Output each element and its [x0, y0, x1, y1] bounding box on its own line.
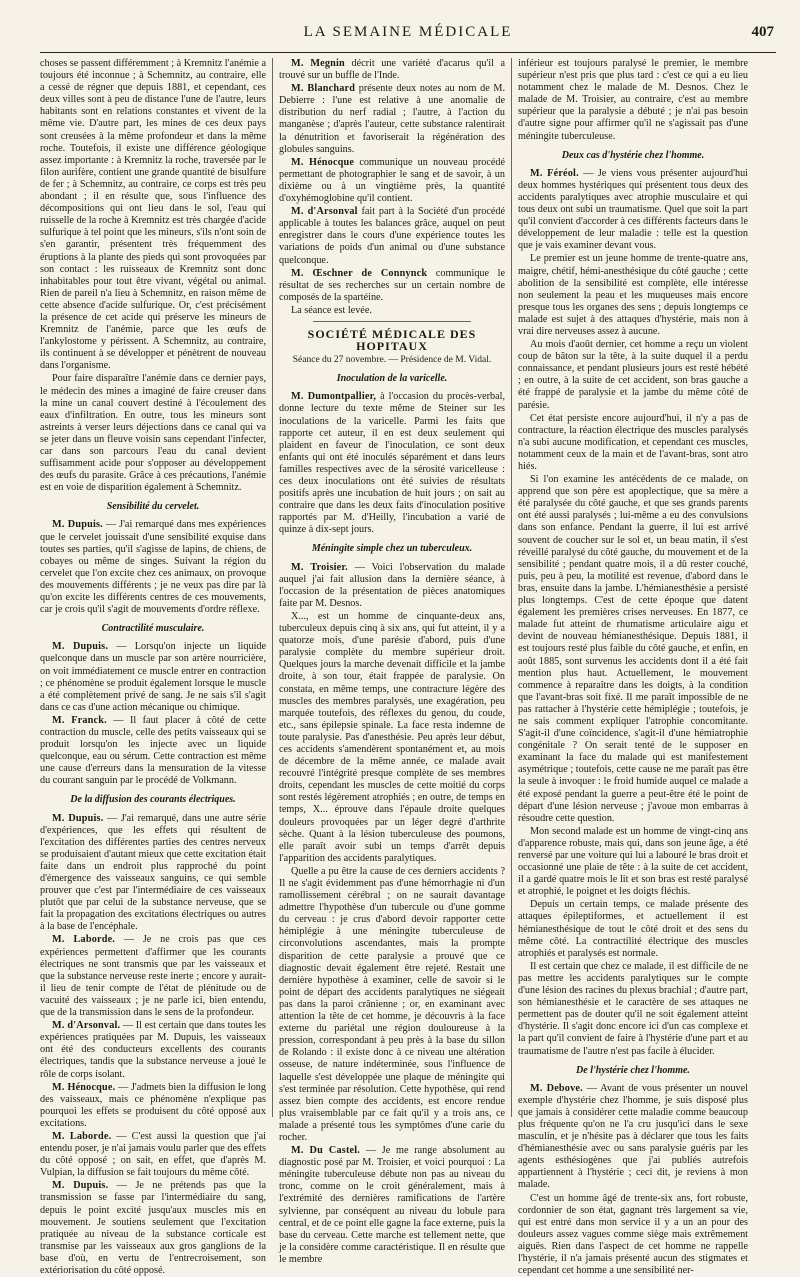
speaker-name: M. Laborde. — [52, 934, 116, 946]
paragraph — [40, 715, 266, 788]
speaker-name: M. Dupuis. — [52, 812, 104, 824]
speech-text: fait part à la Société d'un procédé applicable à toutes les balances grâce, auquel on peut enregistrer dans le cours d'une expérience toutes les variations de poids d'un animal ou d'une substance quelconque. — [279, 206, 505, 266]
speaker-name: M. Œschner de Connynck — [291, 267, 428, 279]
speaker-name: M. Dupuis. — [52, 641, 109, 653]
paragraph — [279, 1145, 505, 1266]
speech-text: — J'admets bien la diffusion le long des vaisseaux, mais ce phénomène n'explique pas pourquoi les effets se produisent du côté opposé aux excitations. — [40, 1081, 266, 1129]
speech-text: communique un nouveau procédé permettant de photographier le sang et de savoir, à un dixième ou à un vingtième près, la quantité d'oxyhémoglobine qu'il contient. — [279, 156, 505, 205]
paragraph: Pour faire disparaître l'anémie dans ce dernier pays, le médecin des mines a imaginé de faire creuser dans la mine un canal couvert destiné à l'écoulement des eaux d'infiltration. En outre, tous les mineurs sont astreints à verser leurs déjections dans ce canal qui va se jeter dans un fleuve voisin sans cependant l'infecter, car dans son parcours l'eau du canal devient suffisamment acide pour s'opposer au développement des œufs du parasite. Grâce à ces précautions, l'anémie est en voie de disparition également à Schemnitz. — [40, 373, 266, 494]
speaker-name: M. Hénocque. — [52, 1081, 116, 1093]
speaker-name: M. Dumontpallier, — [291, 391, 377, 403]
speech-text: — Il faut placer à côté de cette contraction du muscle, celle des petits vaisseaux qui se produit lorsqu'on les injecte avec un liquide quelconque, eau ou sérum. Cette contraction est même une cause d'erreurs dans la mensuration de la vitesse du courant sanguin par le procédé de Volkmann. — [40, 714, 266, 787]
section-heading: Contractilité musculaire. — [101, 623, 205, 635]
section-heading: De l'hystérie chez l'homme. — [576, 1064, 690, 1076]
speaker-name: M. Debove. — [530, 1082, 583, 1094]
paragraph: C'est un homme âgé de trente-six ans, fort robuste, cordonnier de son état, gagnant très largement sa vie, qui est entré dans mon service il y a un an pour des douleurs assez vagues comme siège mais extrêmement aiguës. Rien dans l'aspect de cet homme ne rappelle l'hystérie, il n'a jamais présenté aucun des stigmates et cependant cet homme a une sensibilité ner- — [518, 1192, 748, 1277]
paragraph: choses se passent différemment ; à Kremnitz l'anémie a toujours été inconnue ; à Schemnitz, au contraire, elle a cessé de régner que depuis 1881, et cependant, ces deux villes sont à peu de distance l'une de l'autre, leurs habitants sont en relations constantes et vivent de la même vie. D'autre part, les mines de ces deux pays sont creusées à la même profondeur et dans la même roche. Toutefois, il existe une différence géologique assez importante : à Kremnitz la roche, traversée par le filon aurifère, contient une grande quantité de bisulfure de fer ; à Schemnitz, au contraire, ce corps est très peu abondant ; il en résulte que, sous l'influence des décompositions qui ont lieu dans le sol, l'eau qui ruisselle de la roche à Kremnitz est très chargée d'acide sulfurique à tel point que les mineurs, s'ils n'ont soin de s'en garantir, présentent très fréquemment des éruptions à la plante des pieds qui sont provoquées par son contact : les ruisseaux de Kremnitz sont donc inhabitables pour tout être vivant, végétal ou animal. Rien de pareil n'a lieu à Schemnitz, en raison même de cette absence d'acide sulfurique. Or, c'est précisément la présence de cet acide qui préserve les mineurs de Kremnitz de l'anémie, parce que les œufs de l'ankylostome y périssent. A Schemnitz, au contraire, ils continuent à se développer et pénètrent de nouveau dans l'organisme. — [40, 58, 266, 372]
paragraph — [40, 934, 266, 1019]
paragraph — [279, 391, 505, 536]
paragraph — [279, 562, 505, 610]
paragraph: Depuis un certain temps, ce malade présente des attaques épileptiformes, et actuellement il est hémianesthésique de tout le côté droit et des sens du même côté. La contractilité électrique des muscles atrophiés et paralysés est normale. — [518, 899, 748, 959]
speech-text: — Je viens vous présenter aujourd'hui deux hommes hystériques qui présentent tous deux des accidents paralytiques avec atrophie musculaire et qui tous deux ont subi un traumatisme. Quel que soit la part qu'il convient d'accorder à ces différents facteurs dans le développement de leur maladie : telle est la question que je vais examiner devant vous. — [518, 167, 748, 252]
section-heading: Méningite simple chez un tuberculeux. — [311, 543, 473, 555]
speech-text: — Je ne prétends pas que la transmission se fasse par l'intermédiaire du sang, depuis le point excité jusqu'aux muscles mis en mouvement. Je soutiens seulement que l'excitation pratiquée au niveau de la substance corticale est transmise par les vaisseaux aux gros ganglions de la base d'où, en vertu de l'entrecroisement, son extériorisation du côté opposé. — [40, 1180, 267, 1276]
speech-text: — Il est certain que dans toutes les expériences pratiquées par M. Dupuis, les vaisseaux ont été des conducteurs excellents des courants électriques, tandis que la substance nerveuse a joué le rôle de corps isolant. — [40, 1020, 266, 1080]
speaker-name: M. Franck. — [52, 714, 107, 726]
paragraph — [40, 1131, 266, 1179]
column-middle — [279, 58, 506, 1265]
paragraph — [279, 206, 505, 266]
section-heading: Inoculation de la varicelle. — [336, 373, 448, 385]
section-rule — [313, 321, 471, 322]
speech-text: à l'occasion du procès-verbal, donne lecture du texte même de Steiner sur les inoculations de la varicelle. Parmi les faits que rapporte cet auteur, il en est deux seulement qui plaident en faveur de l'inoculation, ce sont deux enfants qui ont été inoculés séparément et dans leurs familles respectives avec de la sérosité varicelleuse : ces deux inoculations ont été suivies de résultats positifs après une incubation de huit jours ; on sait au contraire que dans les deux faits d'inoculation positive rapportés par M. d'Heilly, l'incubation a varié de quinze à dix-sept jours. — [279, 391, 506, 536]
speaker-name: M. Laborde. — [52, 1130, 112, 1142]
column-divider — [511, 58, 512, 1117]
paragraph — [279, 58, 505, 82]
paragraph: Il est certain que chez ce malade, il est difficile de ne pas mettre les accidents paralytiques sur le compte d'une lésion des racines du plexus brachial ; d'autre part, son hémianesthésie et le caractère de ses attaques ne permettent pas de douter qu'il ne soit également atteint d'hystérie. Il s'agit donc encore ici d'un cas complexe et la part qu'il convient de faire à l'hystérie d'une part et au traumatisme de l'autre n'est pas facile à élucider. — [518, 960, 748, 1057]
header-rule — [40, 52, 776, 53]
paragraph: Cet état persiste encore aujourd'hui, il n'y a pas de contracture, la réaction électrique des muscles paralysés n'a subi aucune modification, et cependant ces muscles, notamment ceux de la main et de l'avant-bras, sont atro hiés. — [518, 412, 748, 472]
section-heading: De la diffusion des courants électriques. — [70, 794, 236, 806]
paragraph: Le premier est un jeune homme de trente-quatre ans, maigre, chétif, hémi-anesthésique du côté gauche ; cette abolition de la sensibilité est complète, elle intéresse non seulement la peau et les muqueuses mais encore presque tous les organes des sens ; depuis longtemps ce malade est sujet à des attaques d'hystérie, mais non à vrai dire nerveuses assez à aucune. — [518, 253, 748, 337]
speech-text: — C'est aussi la question que j'ai entendu poser, je n'ai jamais voulu parler que des effets du côté opposé ; on sait, en effet, que d'après M. Vulpian, la diffusion se fait toujours du même côté. — [40, 1130, 266, 1179]
speaker-name: M. Dupuis. — [52, 519, 103, 531]
speech-text: décrit une variété d'acarus qu'il a trouvé sur un buffle de l'Inde. — [279, 58, 506, 82]
paragraph: Mon second malade est un homme de vingt-cinq ans d'apparence robuste, mais qui, dans son jeune âge, a été renversé par une voiture qui lui a labouré le bras droit et occasionné une plaie de tête : à la suite de cet accident, il a gardé quatre mois le lit et son bras est resté paralysé et atrophié, le poignet et les doigts fléchis. — [518, 825, 748, 898]
session-line: Séance du 27 novembre. — Présidence de M. Vidal. — [292, 355, 492, 366]
speech-text: — Lorsqu'on injecte un liquide quelconque dans un muscle par son artère nourricière, on voit immédiatement ce muscle entrer en contraction ; ce phénomène se produit également lorsque le muscle a été complètement privé de sang. Je ne sais s'il s'agit dans ce cas d'une action mécanique ou chimique. — [40, 641, 267, 713]
paragraph: Au mois d'août dernier, cet homme a reçu un violent coup de bâton sur la tête, à la suite duquel il a perdu connaissance, et pendant plusieurs jours est resté hébété ; en outre, à la suite de cet accident, son bras gauche a été frappé de paralysie et la jambe du même côté de parésie. — [518, 339, 748, 411]
paragraph — [279, 268, 505, 304]
speaker-name: M. Hénocque — [291, 156, 355, 168]
speech-text: communique le résultat de ses recherches sur un certain nombre de composés de la spartéine. — [279, 267, 506, 303]
speech-text: — Voici l'observation du malade auquel j'ai fait allusion dans la dernière séance, à l'occasion de la présentation de pièces anatomiques faite par M. Desnos. — [279, 561, 505, 609]
paragraph — [279, 157, 505, 205]
paragraph: Quelle a pu être la cause de ces derniers accidents ? Il ne s'agit évidemment pas d'une hémorrhagie ni d'un ramollissement cérébral ; on ne saurait davantage admettre l'hypothèse d'un tubercule ou d'une gomme du cerveau : je crus d'abord devoir rapporter cette hémiplégie à une méningite tuberculeuse de circonvolutions ascendantes, mais la prompte disparition de cette paralysie a prouvé que ce diagnostic devait également être rejeté. Restait une dernière hypothèse à examiner, celle de savoir si le point de départ des accidents paralytiques ne siégeait pas dans la paroi crânienne ; or, en examinant avec attention la tête de cet homme, je découvris à la face externe du pariétal une région douloureuse à la pression, correspondant à peu près à la base du sillon de Rolando : il existe donc à ce niveau une altération osseuse, de nature indéterminée, sous l'influence de laquelle s'est développée une plaque de méningite qui s'est terminée par résolution. Cette hypothèse, qui rend assez bien compte des accidents, est encore rendue plus vraisemblable par ce fait qu'il y a trois ans, ce malade a présenté tous les symptômes d'une carie du rocher. — [279, 865, 505, 1143]
paragraph — [40, 1082, 266, 1130]
speaker-name: M. Blanchard — [291, 83, 356, 95]
speech-text: — Je ne crois pas que ces expériences permettent d'affirmer que les courants électriques ne sont transmis que par les vaisseaux et que la substance nerveuse reste inerte ; encore y aurait-il lieu de tenir compte de l'état de plénitude ou de vacuité des vaisseaux ; je ne parle ici, bien entendu, que de la transmission dans le sens de la profondeur. — [40, 934, 266, 1019]
paragraph: Si l'on examine les antécédents de ce malade, on apprend que son père est apoplectique, que sa mère a été paralysée du côté gauche, et que ses grands parents ont été aussi paralysés ; lui-même a eu des convulsions dans son enfance. Pendant la guerre, il lui est arrivé souvent de coucher sur le sol et, un beau matin, il s'est réveillé paralysé du côté gauche, du mouvement et de la sensibilité ; pendant quatre mois, il a dû rester couché, puis, peu à peu, la motilité est revenue, d'abord dans le bras, ensuite dans la jambe. L'hémianesthésie a persisté plus longtemps. C'est de cette époque que datent également les premières crises nerveuses. En 1877, ce malade fut atteint de rhumatisme articulaire aigu et devint de nouveau hémianesthésique. Depuis 1881, il est toujours resté plus faible du côté gauche, et enfin, en août 1885, sont survenus les accidents dont il a été fait mention plus haut. Actuellement, le mouvement commence à reparaître dans les doigts, à la condition que l'avant-bras soit fixé. Il me paraît impossible de ne pas rattacher à l'hystérie cette hémiplégie ; toutefois, je ne sais comment expliquer l'atrophie concomitante. S'agit-il d'une coïncidence, s'agit-il d'une hémiatrophie congénitale ? On serait tenté de le supposer en examinant la face du malade qui est manifestement asymétrique ; toutefois, cette cause ne me paraît pas être la seule à invoquer : le froid humide auquel ce malade a été exposé pendant la guerre a peut-être été le point de départ d'une lésion nerveuse ; j'avoue mon embarras à résoudre cette question. — [518, 474, 748, 824]
paragraph — [40, 1180, 266, 1277]
column-divider — [272, 58, 273, 1117]
closing-line: La séance est levée. — [291, 304, 372, 316]
speaker-name: M. Dupuis. — [52, 1180, 109, 1192]
speaker-name: M. d'Arsonval. — [52, 1020, 121, 1032]
speaker-name: M. Féréol. — [530, 167, 579, 179]
speaker-name: M. d'Arsonval — [291, 206, 358, 218]
paragraph — [40, 519, 266, 616]
column-left — [40, 58, 267, 1276]
speech-text: — Avant de vous présenter un nouvel exemple d'hystérie chez l'homme, je suis disposé plus que jamais à considérer cette maladie comme beaucoup plus fréquente qu'on ne l'a cru jusqu'ici dans le sexe masculin, et je n'hésite pas à déclarer que tous les faits d'hémianesthésie avec ou sans paralysie guéris par les agents esthésiogènes que j'ai publiés autrefois appartiennent à l'hystérie ; ceci dit, je reviens à mon malade. — [518, 1082, 749, 1191]
journal-title: LA SEMAINE MÉDICALE — [303, 24, 513, 40]
page-header — [40, 22, 776, 48]
speech-text: — J'ai remarqué, dans une autre série d'expériences, que les effets qui résultent de l'excitation des différentes parties des centres nerveux se produisaient d'autant mieux que cette excitation était faite dans un endroit plus rapproché du point d'émergence des vaisseaux sanguins, ce qui semble prouver que c'est par l'intermédiaire de ces vaisseaux plutôt que par celui de la substance nerveuse, que se fait la propagation des excitations électriques ou autres à la base de l'encéphale. — [40, 812, 267, 933]
society-heading: SOCIÉTÉ MÉDICALE DES HOPITAUX — [307, 326, 477, 354]
speech-text: — J'ai remarqué dans mes expériences que le cervelet jouissait d'une sensibilité exquise dans toutes ses parties, qu'il s'agisse de lapins, de chiens, de cobayes ou même de singes. Suivant la région du cervelet que l'on excite chez ces animaux, on provoque des mouvements différents ; je ne veux pas dire par là qu'on excite les différents centres de ces mouvements, car je crois qu'il s'agit de mouvements d'ordre réflexe. — [40, 519, 267, 616]
speech-text: — Je me range absolument au diagnostic posé par M. Troisier, et voici pourquoi : La méningite tuberculeuse débute non pas au niveau du tronc, comme on le croit généralement, mais à l'extrémité des dernières ramifications de l'artère sylvienne, par conséquent au niveau du lobule para central, et de ce point elle gagne la face externe, puis la base du cerveau. Cette marche est tellement nette, que je la considère comme caractéristique. Il en résulte que le membre — [279, 1145, 506, 1265]
paragraph — [518, 1083, 748, 1192]
section-heading: Deux cas d'hystérie chez l'homme. — [561, 149, 705, 161]
speaker-name: M. Du Castel. — [291, 1145, 361, 1157]
paragraph — [40, 1020, 266, 1080]
paragraph: X..., est un homme de cinquante-deux ans, tuberculeux depuis cinq à six ans, qui fut atteint, il y a quatorze mois, d'une parésie d'abord, puis d'une paralysie complète du membre supérieur droit. Quelques jours la marche devenait difficile et la jambe droite, à son tour, était frappée de paralysie. On constata, en même temps, une contracture légère des muscles des membres paralysés, une exagération, peu marquée toutefois, des réflexes du genou, du coude, etc., sans épilepsie spinale. La face resta indemne de toute paralysie. Pas d'anesthésie. Peu après leur début, ces accidents s'amendèrent spontanément et, au mois de décembre de la même année, ce malade avait recouvré l'intégrité presque complète de ses membres droits, cependant les muscles de cette moitié du corps sont restés légèrement atrophiés ; en outre, de temps en temps, X... éprouve dans l'épaule droite quelques douleurs provoquées par un léger degré d'arthrite sèche. Quant à la lésion tuberculeuse des poumons, elle paraît avoir subi un temps d'arrêt depuis l'apparition des accidents paralytiques. — [279, 610, 505, 864]
section-heading: Sensibilité du cervelet. — [106, 501, 200, 513]
paragraph — [279, 83, 505, 156]
speech-text: présente deux notes au nom de M. Debierre : l'une est relative à une anomalie de distribution du nerf radial ; l'autre, à l'action du manganèse ; d'après l'auteur, cette substance ralentirait la dénutrition et favoriserait la régénération des globules sanguins. — [279, 83, 505, 155]
paragraph — [40, 813, 266, 934]
paragraph — [518, 168, 748, 253]
paragraph — [40, 641, 266, 714]
page-number: 407 — [751, 24, 774, 40]
paragraph: inférieur est toujours paralysé le premier, le membre supérieur n'est pris que plus tard : c'est ce qui a eu lieu notamment chez le malade de M. Desnos. Chez le malade de M. Troisier, au contraire, c'est au membre supérieur que la paralysie a débuté ; je n'ai pas besoin d'autre signe pour affirmer qu'il ne s'agissait pas d'une méningite tuberculeuse. — [518, 58, 748, 142]
speaker-name: M. Megnin — [291, 58, 345, 69]
column-right — [518, 58, 749, 1277]
speaker-name: M. Troisier. — [291, 561, 348, 573]
